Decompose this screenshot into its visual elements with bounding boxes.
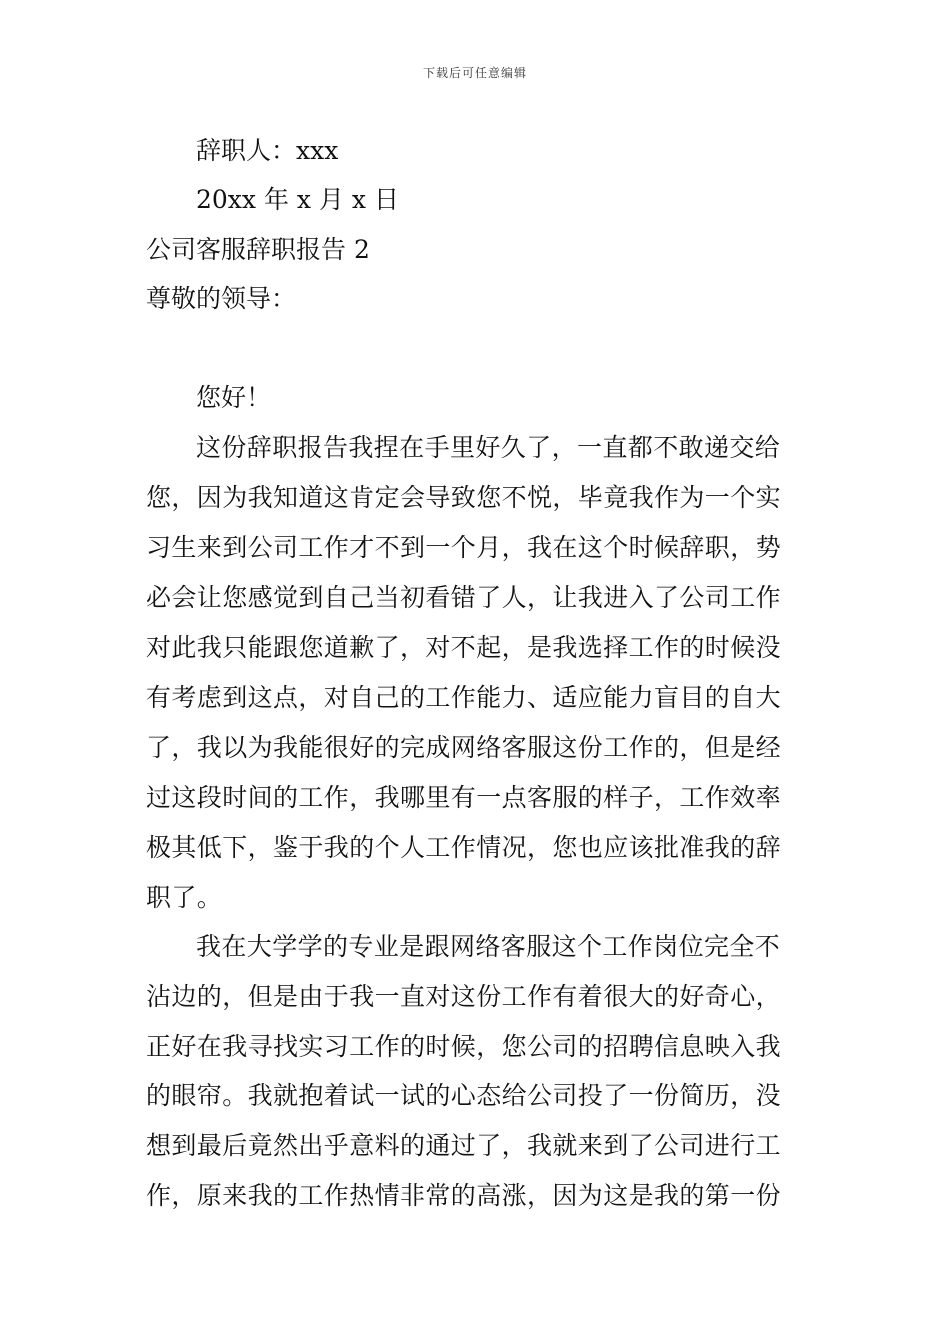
page-header-note: 下载后可任意编辑 [422, 66, 527, 80]
letter-title: 公司客服辞职报告 2 [146, 235, 370, 264]
paragraph-line: 极其低下，鉴于我的个人工作情况，您也应该批准我的辞 [146, 833, 782, 862]
paragraph-line: 作，原来我的工作热情非常的高涨，因为这是我的第一份 [146, 1181, 782, 1210]
paragraph-line: 职了。 [146, 883, 223, 912]
resigner-line: 辞职人：xxx [196, 136, 339, 165]
paragraph-line: 有考虑到这点，对自己的工作能力、适应能力盲目的自大 [146, 683, 782, 712]
paragraph-line: 想到最后竟然出乎意料的通过了，我就来到了公司进行工 [146, 1131, 782, 1160]
paragraph-line: 您，因为我知道这肯定会导致您不悦，毕竟我作为一个实 [146, 483, 782, 512]
paragraph-line: 过这段时间的工作，我哪里有一点客服的样子，工作效率 [146, 783, 782, 812]
greeting: 您好！ [196, 383, 272, 412]
paragraph-line: 了，我以为我能很好的完成网络客服这份工作的，但是经 [146, 733, 782, 762]
date-line: 20xx 年 x 月 x 日 [196, 185, 399, 214]
paragraph-line: 对此我只能跟您道歉了，对不起，是我选择工作的时候没 [146, 633, 782, 662]
paragraph-line: 这份辞职报告我捏在手里好久了，一直都不敢递交给 [196, 433, 781, 462]
paragraph-line: 沾边的，但是由于我一直对这份工作有着很大的好奇心， [146, 982, 782, 1011]
paragraph-line: 必会让您感觉到自己当初看错了人，让我进入了公司工作 [146, 583, 782, 612]
paragraph-line: 的眼帘。我就抱着试一试的心态给公司投了一份简历，没 [146, 1081, 782, 1110]
paragraph-line: 正好在我寻找实习工作的时候，您公司的招聘信息映入我 [146, 1032, 782, 1061]
paragraph-line: 我在大学学的专业是跟网络客服这个工作岗位完全不 [196, 932, 781, 961]
salutation: 尊敬的领导： [146, 284, 297, 313]
paragraph-line: 习生来到公司工作才不到一个月，我在这个时候辞职，势 [146, 533, 782, 562]
